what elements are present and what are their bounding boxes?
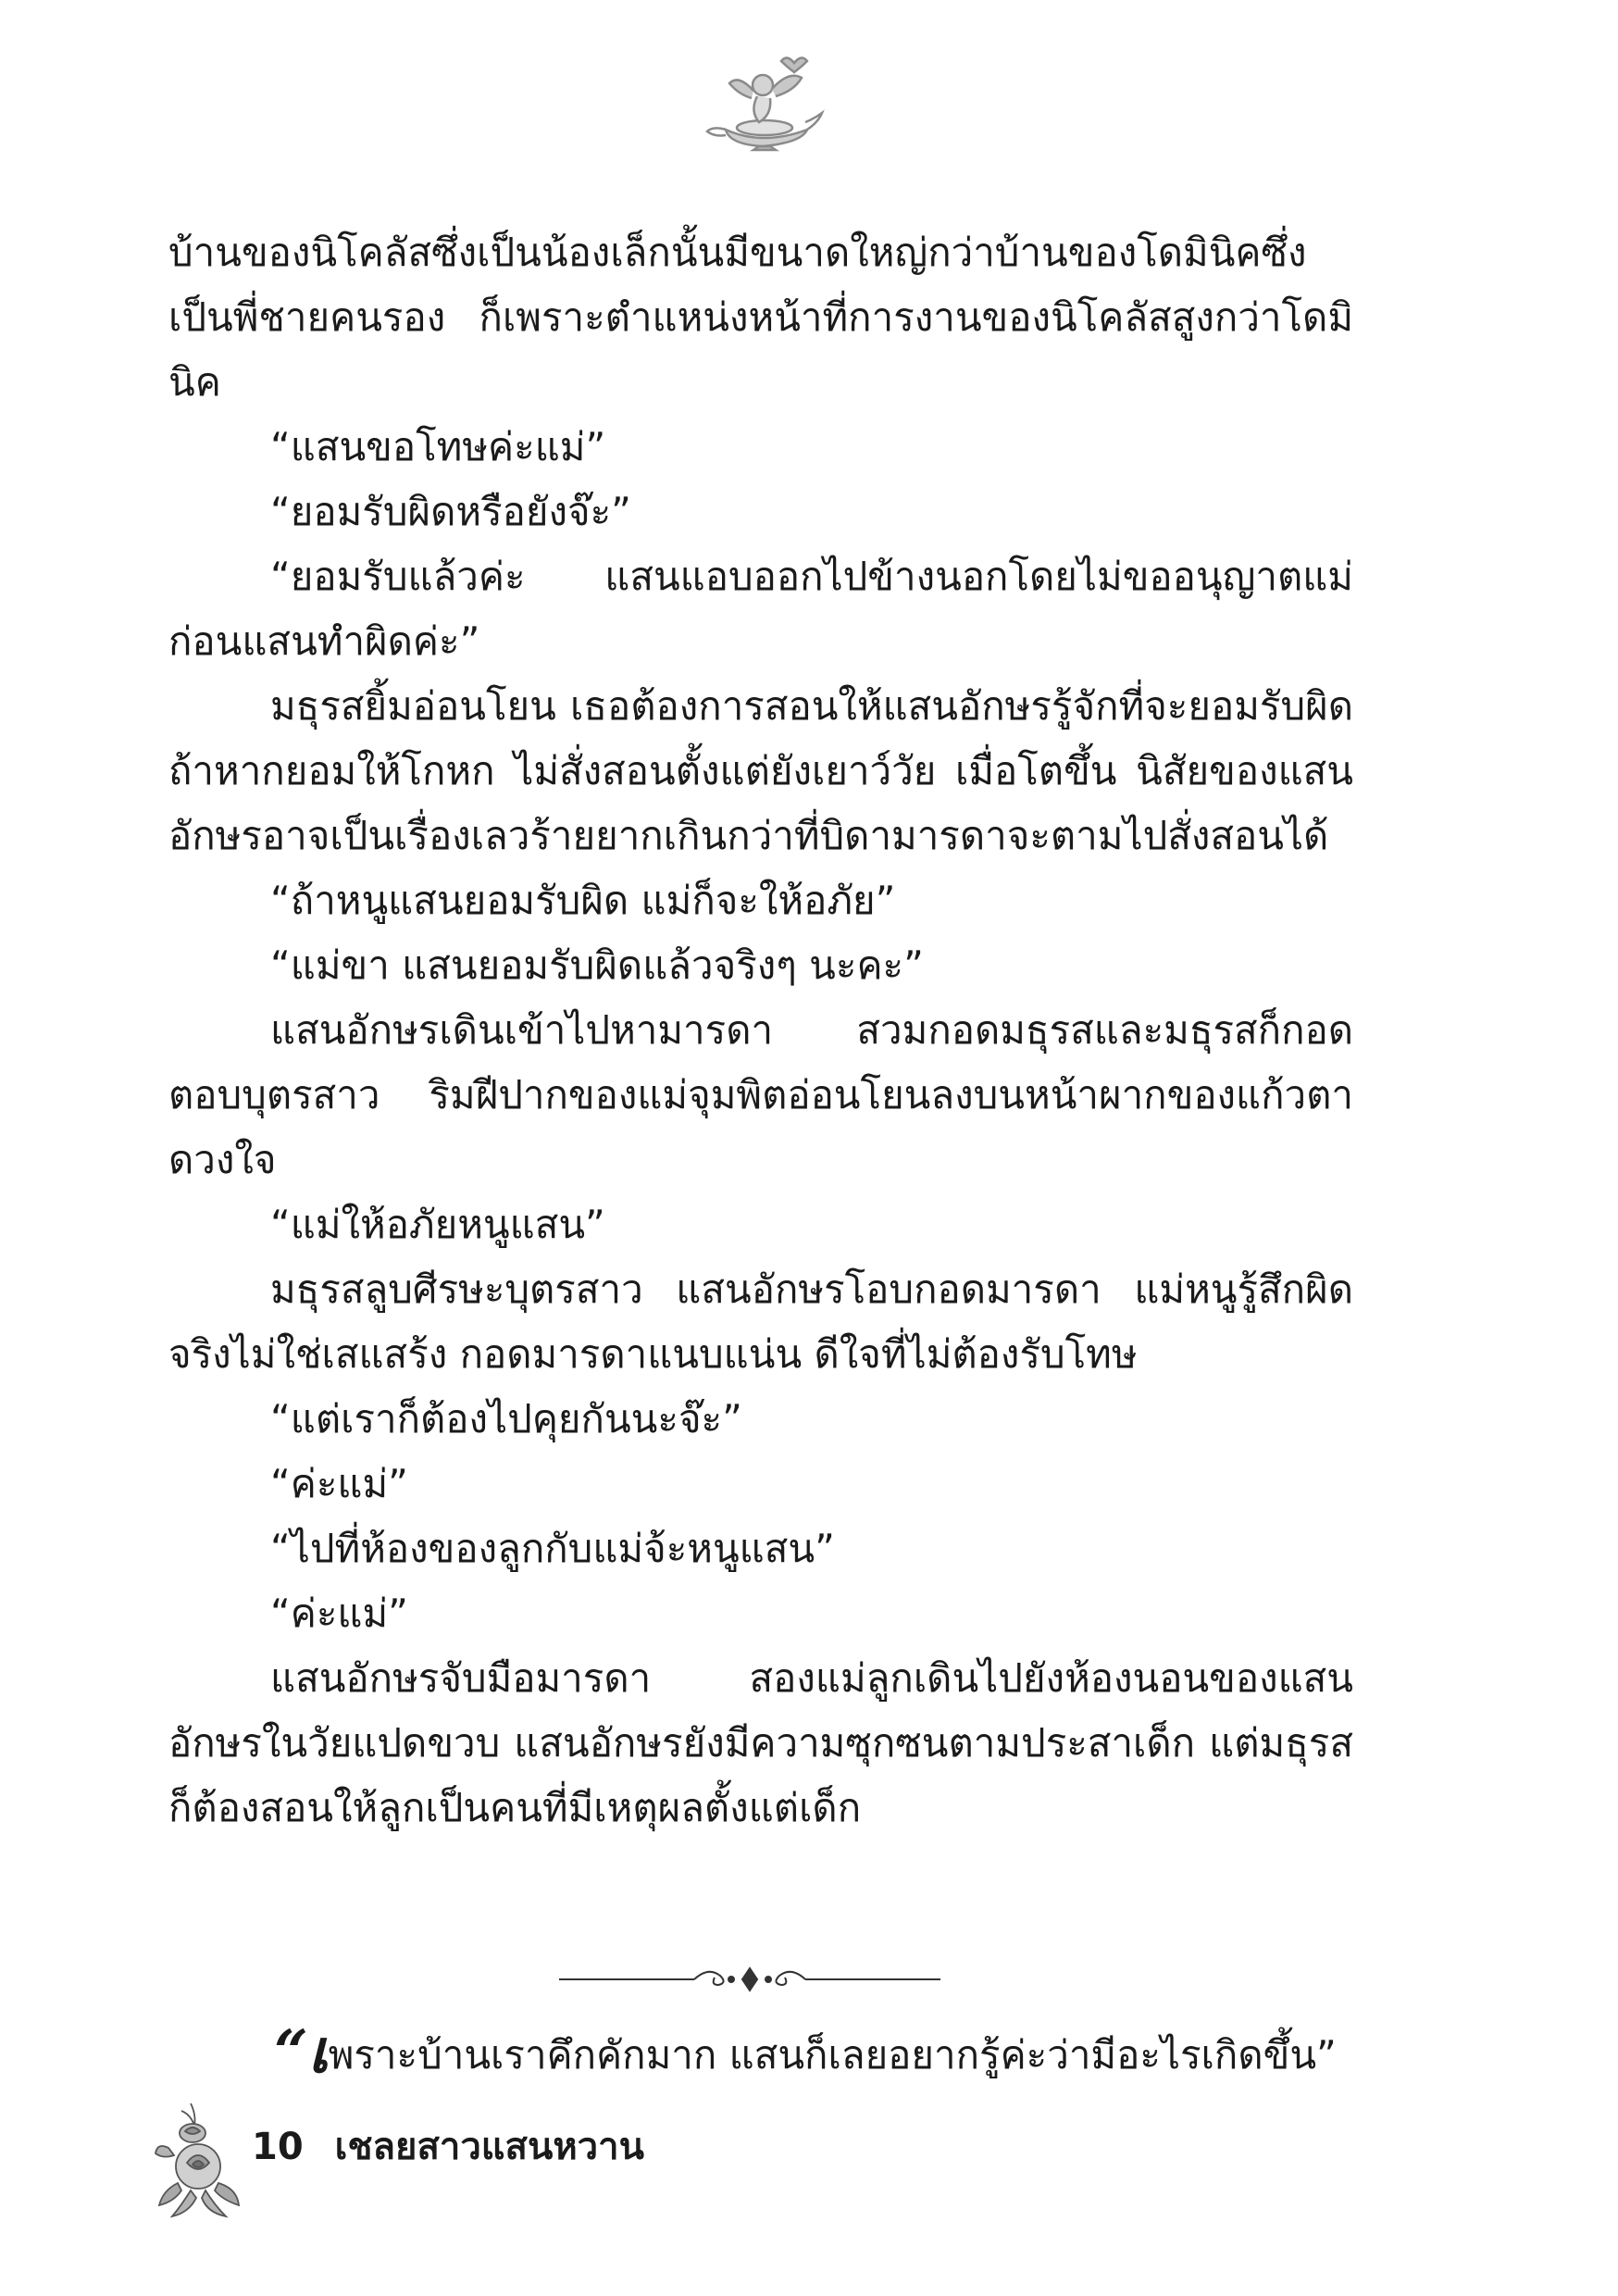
cherub-lamp-icon [698, 54, 828, 156]
page-number: 10 [252, 2126, 304, 2168]
paragraph: “แม่ให้อภัยหนูแสน” [270, 1202, 605, 1247]
teaser-initial: เ [307, 2017, 329, 2087]
teaser-text: พราะบ้านเราคึกคักมาก แสนก็เลยอยากรู้ค่ะว่ามีอะไรเกิดขึ้น” [328, 2032, 1337, 2078]
body-text [168, 220, 1353, 1841]
paragraph: “แต่เราก็ต้องไปคุยกันนะจ๊ะ” [270, 1396, 742, 1441]
paragraph: “แสนขอโทษค่ะแม่” [270, 424, 606, 469]
teaser-quote [274, 2017, 1385, 2088]
flourish-divider-icon [555, 1961, 944, 1998]
paragraph: แสนอักษรเดินเข้าไปหามารดา สวมกอดมธุรสและมธุรสก็กอดตอบบุตรสาว ริมฝีปากของแม่จุมพิตอ่อนโยนลงบนหน้าผากของแก้วตาดวงใจ [168, 1007, 1353, 1182]
paragraph: “ถ้าหนูแสนยอมรับผิด แม่ก็จะให้อภัย” [270, 878, 896, 923]
paragraph: มธุรสยิ้มอ่อนโยน เธอต้องการสอนให้แสนอักษรรู้จักที่จะยอมรับผิดถ้าหากยอมให้โกหก ไม่สั่งสอนตั้งแต่ยังเยาว์วัย เมื่อโตขึ้น นิสัยของแสนอักษรอาจเป็นเรื่องเลวร้ายยากเกินกว่าที่บิดามารดาจะตามไปสั่งสอนได้ [168, 683, 1353, 858]
paragraph: “ค่ะแม่” [270, 1461, 408, 1506]
paragraph: บ้านของนิโคลัสซึ่งเป็นน้องเล็กนั้นมีขนาดใหญ่กว่าบ้านของโดมินิคซึ่งเป็นพี่ชายคนรอง ก็เพราะตำแหน่งหน้าที่การงานของนิโคลัสสูงกว่าโดมินิค [168, 230, 1353, 405]
book-title: เชลยสาวแสนหวาน [334, 2126, 644, 2168]
paragraph: มธุรสลูบศีรษะบุตรสาว แสนอักษรโอบกอดมารดา แม่หนูรู้สึกผิดจริงไม่ใช่เสแสร้ง กอดมารดาแนบแน่น ดีใจที่ไม่ต้องรับโทษ [168, 1267, 1353, 1377]
page-footer [252, 2116, 644, 2176]
teaser-open-mark: “ [274, 2017, 308, 2087]
paragraph: “ยอมรับแล้วค่ะ แสนแอบออกไปข้างนอกโดยไม่ขออนุญาตแม่ก่อนแสนทำผิดค่ะ” [168, 554, 1353, 664]
rose-icon [154, 2102, 243, 2222]
paragraph: แสนอักษรจับมือมารดา สองแม่ลูกเดินไปยังห้องนอนของแสนอักษรในวัยแปดขวบ แสนอักษรยังมีความซุกซนตามประสาเด็ก แต่มธุรสก็ต้องสอนให้ลูกเป็นคนที่มีเหตุผลตั้งแต่เด็ก [168, 1655, 1353, 1830]
paragraph: “ยอมรับผิดหรือยังจ๊ะ” [270, 489, 631, 534]
paragraph: “ค่ะแม่” [270, 1591, 408, 1636]
paragraph: “ไปที่ห้องของลูกกับแม่จ้ะหนูแสน” [270, 1526, 835, 1571]
paragraph: “แม่ขา แสนยอมรับผิดแล้วจริงๆ นะคะ” [270, 942, 924, 988]
